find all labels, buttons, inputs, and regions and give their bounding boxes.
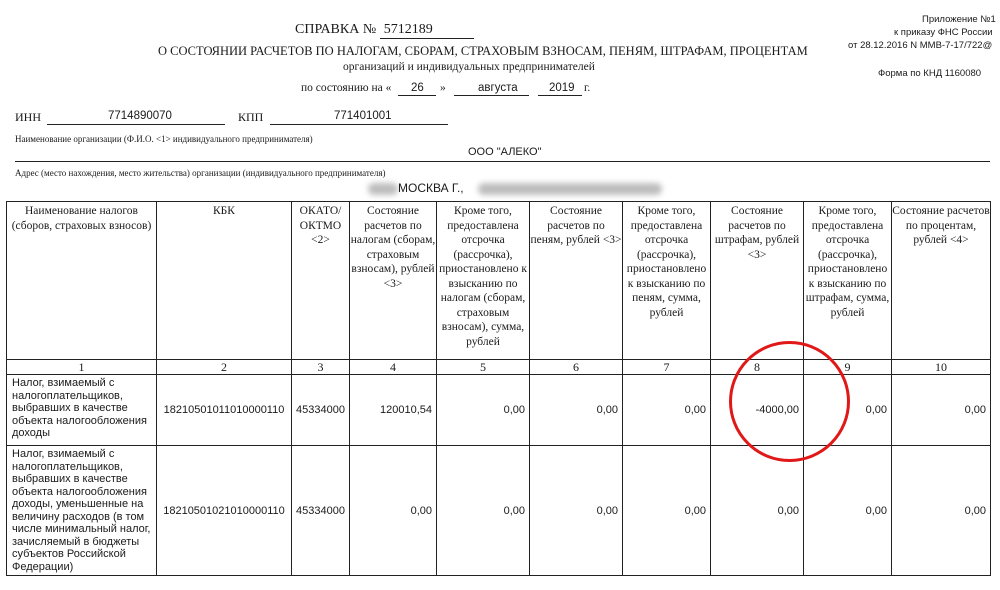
table-header-row	[7, 202, 991, 360]
document-subtitle-2: организаций и индивидуальных предпринимателей	[343, 61, 595, 73]
document-subtitle: О СОСТОЯНИИ РАСЧЕТОВ ПО НАЛОГАМ, СБОРАМ, СТРАХОВЫМ ВЗНОСАМ, ПЕНЯМ, ШТРАФАМ, ПРОЦЕНТАМ	[158, 44, 808, 58]
address-value: МОСКВА Г.,	[398, 181, 464, 195]
fine-state-value: 0,00	[711, 446, 804, 576]
date-year-underline	[538, 95, 582, 96]
date-year: 2019	[549, 82, 575, 94]
appendix-line-3: от 28.12.2016 N ММВ-7-17/722@	[848, 40, 993, 51]
org-name: ООО "АЛЕКО"	[468, 146, 542, 158]
tax-deferral-value: 0,00	[437, 375, 530, 446]
kbk-value: 18210501011010000110	[157, 375, 292, 446]
column-number: 2	[157, 360, 292, 375]
header-kbk: КБК	[157, 202, 292, 360]
header-tax-deferral: Кроме того, предоставлена отсрочка (рассрочка), приостановлено к взысканию по налогам (сборам, страховым взносам), сумма, рублей	[437, 202, 530, 360]
column-number: 4	[350, 360, 437, 375]
penalty-deferral-value: 0,00	[623, 446, 711, 576]
oktmo-value: 45334000	[292, 375, 350, 446]
certificate-title	[295, 22, 474, 39]
column-number: 7	[623, 360, 711, 375]
title-prefix: СПРАВКА №	[295, 22, 377, 37]
kbk-value: 18210501021010000110	[157, 446, 292, 576]
penalty-state-value: 0,00	[530, 375, 623, 446]
column-number: 1	[7, 360, 157, 375]
header-tax-name: Наименование налогов (сборов, страховых взносов)	[7, 202, 157, 360]
column-number: 10	[892, 360, 991, 375]
address-label: Адрес (место нахождения, место жительства) организации (индивидуального предпринимателя)	[15, 168, 386, 178]
highlight-circle	[729, 341, 850, 462]
header-fine-state: Состояние расчетов по штрафам, рублей <3>	[711, 202, 804, 360]
column-number: 3	[292, 360, 350, 375]
column-number: 9	[804, 360, 892, 375]
inn-value: 7714890070	[108, 110, 172, 122]
tax-state-value: 120010,54	[350, 375, 437, 446]
tax-deferral-value: 0,00	[437, 446, 530, 576]
tax-name: Налог, взимаемый с налогоплательщиков, выбравших в качестве объекта налогообложения доходы, уменьшенные на величину расходов (в том числе минимальный налог, зачисляемый в бюджеты субъектов Российской Федерации)	[7, 446, 157, 576]
kpp-underline	[270, 124, 448, 125]
header-penalty-state: Состояние расчетов по пеням, рублей <3>	[530, 202, 623, 360]
address-redaction	[478, 183, 662, 195]
fine-deferral-value: 0,00	[804, 446, 892, 576]
date-close-quote: »	[440, 82, 446, 94]
date-month: августа	[478, 82, 518, 94]
oktmo-value: 45334000	[292, 446, 350, 576]
fine-state-value: -4000,00	[711, 375, 804, 446]
column-number: 6	[530, 360, 623, 375]
header-interest-state: Состояние расчетов по процентам, рублей <4>	[892, 202, 991, 360]
penalty-state-value: 0,00	[530, 446, 623, 576]
appendix-line-2: к приказу ФНС России	[894, 27, 993, 38]
form-knd: Форма по КНД 1160080	[878, 68, 982, 79]
appendix-line-1: Приложение №1	[922, 14, 996, 25]
tax-state-value: 0,00	[350, 446, 437, 576]
kpp-label: КПП	[238, 110, 264, 124]
date-month-underline	[454, 95, 529, 96]
column-number: 8	[711, 360, 804, 375]
org-name-underline	[15, 161, 990, 162]
interest-state-value: 0,00	[892, 446, 991, 576]
inn-label: ИНН	[15, 110, 41, 124]
inn-underline	[47, 124, 225, 125]
address-redaction-left	[368, 183, 398, 195]
header-oktmo: ОКАТО/ ОКТМО <2>	[292, 202, 350, 360]
date-prefix: по состоянию на «	[301, 82, 392, 94]
penalty-deferral-value: 0,00	[623, 375, 711, 446]
date-suffix: г.	[584, 82, 591, 94]
interest-state-value: 0,00	[892, 375, 991, 446]
org-name-label: Наименование организации (Ф.И.О. <1> индивидуального предпринимателя)	[15, 134, 313, 144]
table-row	[7, 446, 991, 576]
header-fine-deferral: Кроме того, предоставлена отсрочка (рассрочка), приостановлено к взысканию по штрафам, сумма, рублей	[804, 202, 892, 360]
certificate-number: 5712189	[380, 22, 474, 39]
date-day-underline	[398, 95, 436, 96]
tax-name: Налог, взимаемый с налогоплательщиков, выбравших в качестве объекта налогообложения доходы	[7, 375, 157, 446]
date-day: 26	[411, 82, 424, 94]
column-number: 5	[437, 360, 530, 375]
header-tax-state: Состояние расчетов по налогам (сборам, страховым взносам), рублей <3>	[350, 202, 437, 360]
fine-deferral-value: 0,00	[804, 375, 892, 446]
kpp-value: 771401001	[334, 110, 392, 122]
header-penalty-deferral: Кроме того, предоставлена отсрочка (рассрочка), приостановлено к взысканию по пеням, сумма, рублей	[623, 202, 711, 360]
